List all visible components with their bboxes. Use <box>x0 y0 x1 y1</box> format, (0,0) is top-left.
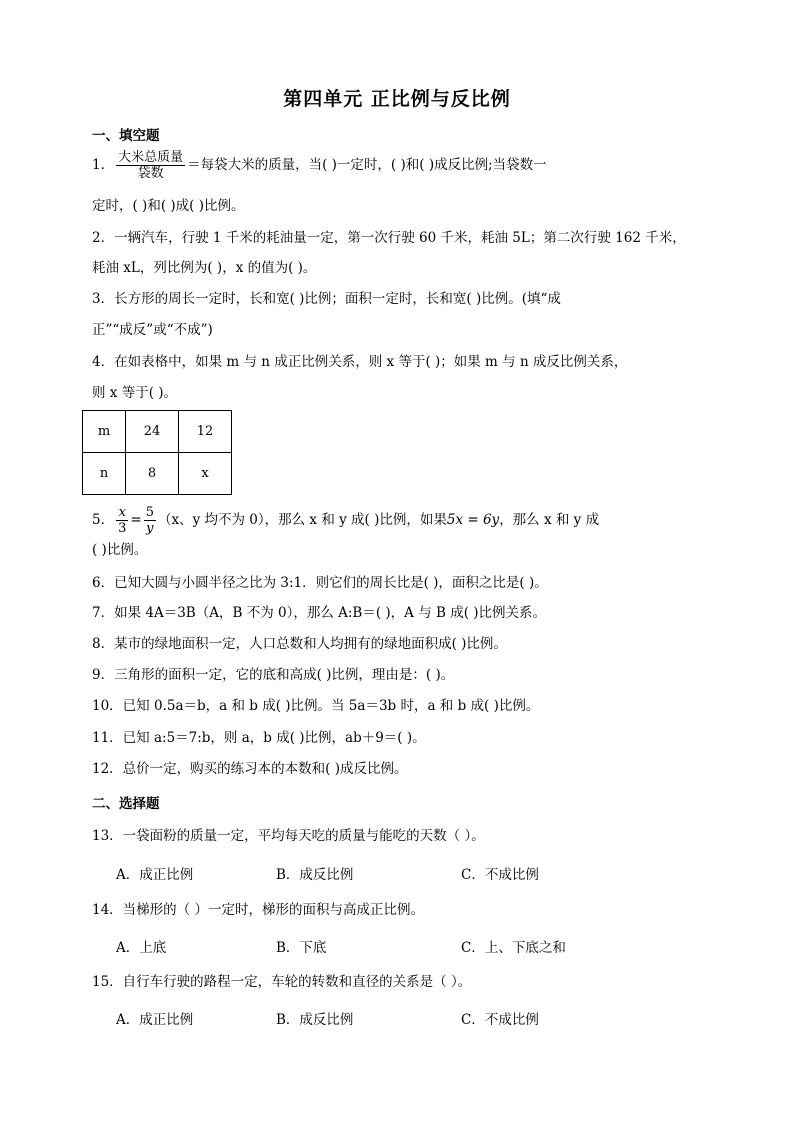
table-row <box>83 453 232 495</box>
page-title: 第四单元 正比例与反比例 <box>283 88 511 110</box>
equals-sign: = <box>130 512 142 528</box>
question-4-line-2: 则 x 等于( )。 <box>92 385 178 401</box>
section-choice-heading: 二、选择题 <box>92 796 160 812</box>
question-5-line-2: ( )比例。 <box>92 542 148 558</box>
question-3-line-1: 3．长方形的周长一定时，长和宽( )比例；面积一定时，长和宽( )比例。(填“成 <box>92 291 561 307</box>
question-15-option-a[interactable]: A．成正比例 <box>116 1012 194 1028</box>
question-1-number: 1． <box>92 157 115 173</box>
question-14: 14．当梯形的（ ）一定时，梯形的面积与高成正比例。 <box>92 902 424 918</box>
question-4-line-1: 4．在如表格中，如果 m 与 n 成正比例关系，则 x 等于( )；如果 m 与 n 成反比例关系， <box>92 354 628 370</box>
fraction-denominator: y <box>146 521 154 536</box>
question-6: 6．已知大圆与小圆半径之比为 3:1．则它们的周长比是( )，面积之比是( )。 <box>92 575 548 591</box>
table-cell: n <box>83 453 126 495</box>
question-1-line-2: 定时，( )和( )成( )比例。 <box>92 198 245 214</box>
fraction-numerator: 大米总质量 <box>118 150 184 165</box>
question-13-option-c[interactable]: C．不成比例 <box>461 867 539 883</box>
question-14-option-b[interactable]: B．下底 <box>276 940 327 956</box>
question-13-option-b[interactable]: B．成反比例 <box>276 867 354 883</box>
question-9: 9．三角形的面积一定，它的底和高成( )比例，理由是：( )。 <box>92 667 455 683</box>
question-5-equation: 5x = 6y <box>446 512 500 528</box>
question-2-line-2: 耗油 xL，列比例为( )，x 的值为( )。 <box>92 260 317 276</box>
question-7: 7．如果 4A＝3B（A，B 不为 0），那么 A:B＝( )，A 与 B 成( )比例关系。 <box>92 605 547 621</box>
table-row <box>83 411 232 453</box>
question-10: 10．已知 0.5a＝b，a 和 b 成( )比例。当 5a＝3b 时，a 和 b 成( )比例。 <box>92 698 540 714</box>
question-2-line-1: 2．一辆汽车，行驶 1 千米的耗油量一定，第一次行驶 60 千米，耗油 5L；第二次行驶 162 千米， <box>92 230 686 246</box>
question-13: 13．一袋面粉的质量一定，平均每天吃的质量与能吃的天数（ ）。 <box>92 828 485 844</box>
question-5-right-fraction <box>144 505 156 536</box>
question-14-option-a[interactable]: A．上底 <box>116 940 167 956</box>
question-1-fraction <box>116 150 185 181</box>
mn-table <box>82 410 232 495</box>
fraction-denominator: 3 <box>118 521 127 536</box>
question-8: 8．某市的绿地面积一定，人口总数和人均拥有的绿地面积成( )比例。 <box>92 636 507 652</box>
section-fill-heading: 一、填空题 <box>92 128 160 144</box>
fraction-numerator: x <box>116 505 128 521</box>
question-5-left-fraction <box>116 505 128 536</box>
question-1-line-1 <box>92 150 547 181</box>
question-15-option-b[interactable]: B．成反比例 <box>276 1012 354 1028</box>
question-13-option-a[interactable]: A．成正比例 <box>116 867 194 883</box>
question-15: 15．自行车行驶的路程一定，车轮的转数和直径的关系是（ ）。 <box>92 974 472 990</box>
question-5-number: 5． <box>92 512 115 528</box>
table-cell: m <box>83 411 126 453</box>
question-3-line-2: 正”“成反”或“不成”) <box>92 322 213 338</box>
table-cell: 24 <box>126 411 179 453</box>
question-5-text-end: ，那么 x 和 y 成 <box>499 512 600 528</box>
question-15-option-c[interactable]: C．不成比例 <box>461 1012 539 1028</box>
table-cell: 12 <box>179 411 232 453</box>
table-cell: 8 <box>126 453 179 495</box>
question-1-text: ＝每袋大米的质量，当( )一定时，( )和( )成反比例;当袋数一 <box>187 157 547 173</box>
table-cell: x <box>179 453 232 495</box>
question-14-option-c[interactable]: C．上、下底之和 <box>461 940 566 956</box>
fraction-denominator: 袋数 <box>137 166 164 181</box>
question-12: 12．总价一定，购买的练习本的本数和( )成反比例。 <box>92 761 408 777</box>
fraction-numerator: 5 <box>145 505 154 520</box>
question-11: 11．已知 a:5＝7:b，则 a，b 成( )比例，ab＋9＝( )。 <box>92 730 426 746</box>
question-5-text: （x、y 均不为 0），那么 x 和 y 成( )比例，如果 <box>157 512 447 528</box>
question-5-line-1 <box>92 505 599 536</box>
